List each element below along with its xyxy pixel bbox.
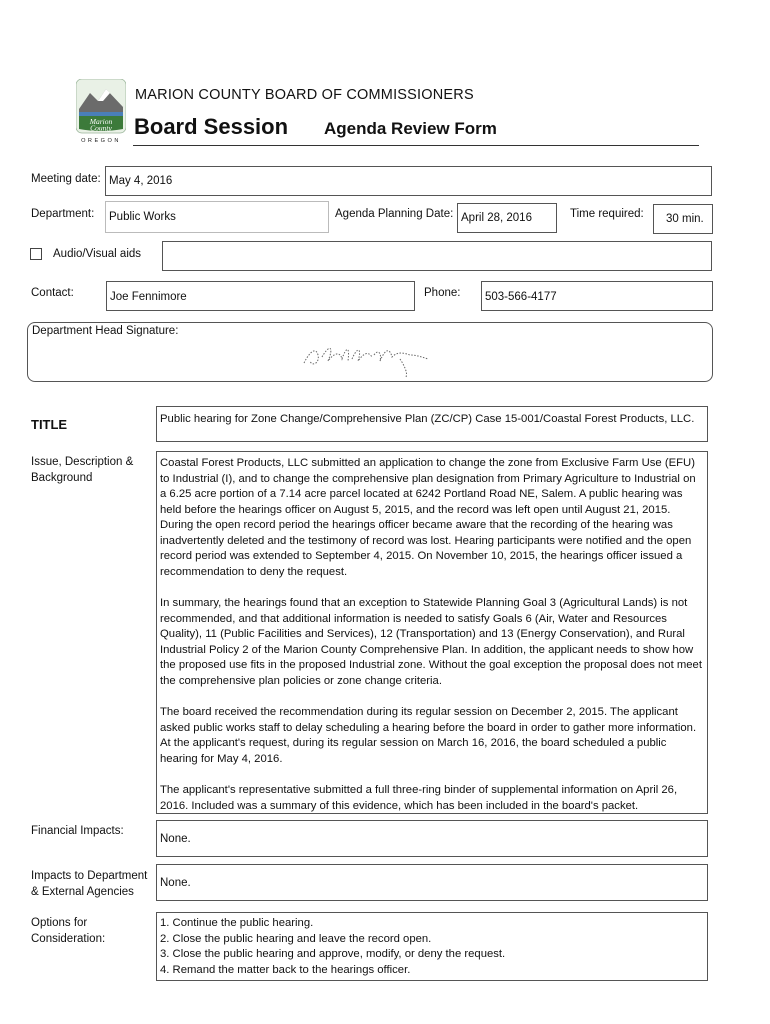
- audio-visual-checkbox[interactable]: [30, 248, 42, 260]
- department-field[interactable]: [105, 201, 329, 233]
- time-required-field[interactable]: [653, 204, 713, 234]
- issue-label: [31, 455, 133, 486]
- marion-county-logo: [76, 79, 126, 145]
- option-item: 2. Close the public hearing and leave the record open.: [160, 932, 432, 945]
- option-item: 3. Close the public hearing and approve, modify, or deny the request.: [160, 948, 506, 960]
- impacts-label-line2: & External Agencies: [31, 885, 134, 898]
- options-list: [160, 916, 505, 978]
- agenda-planning-date-label: Agenda Planning Date:: [335, 208, 454, 220]
- issue-label-line1: Issue, Description &: [31, 456, 134, 468]
- audio-visual-field[interactable]: [162, 241, 712, 271]
- svg-text:County: County: [90, 123, 112, 133]
- header-divider: [133, 145, 699, 146]
- phone-field[interactable]: [481, 281, 713, 311]
- signature-label: Department Head Signature:: [32, 325, 179, 337]
- options-label-line2: Consideration:: [31, 932, 106, 945]
- form-title: Board Session: [134, 114, 289, 139]
- contact-value: Joe Fennimore: [110, 291, 187, 303]
- svg-text:Marion: Marion: [89, 117, 113, 126]
- phone-value: 503-566-4177: [485, 291, 557, 303]
- financial-impacts-value: None.: [160, 833, 191, 845]
- agenda-planning-date-field[interactable]: [457, 203, 557, 233]
- impacts-label-line1: Impacts to Department: [31, 870, 148, 882]
- time-required-value: 30 min.: [666, 213, 704, 225]
- department-label: Department:: [31, 208, 95, 220]
- options-field[interactable]: [156, 912, 708, 981]
- issue-paragraph: The applicant's representative submitted a full three-ring binder of supplemental information on April 26, 2016. Included was a summary of this evidence, which has been included in the board's packet.: [160, 784, 678, 812]
- impacts-label: [31, 869, 147, 900]
- time-required-label: Time required:: [570, 208, 644, 220]
- financial-impacts-label: Financial Impacts:: [31, 825, 124, 837]
- options-label-line1: Options for: [31, 917, 88, 929]
- contact-label: Contact:: [31, 287, 74, 299]
- contact-field[interactable]: [106, 281, 415, 311]
- meeting-date-label: Meeting date:: [31, 173, 101, 185]
- impacts-field[interactable]: [156, 864, 708, 901]
- options-label: [31, 916, 105, 947]
- issue-description-text: [160, 456, 702, 814]
- form-subtitle: Agenda Review Form: [324, 119, 497, 138]
- title-section-label: TITLE: [31, 417, 68, 432]
- audio-visual-label: Audio/Visual aids: [53, 248, 142, 260]
- department-value: Public Works: [109, 211, 176, 223]
- title-field[interactable]: [156, 406, 708, 442]
- option-item: 4. Remand the matter back to the hearings officer.: [160, 963, 411, 976]
- financial-impacts-field[interactable]: [156, 820, 708, 857]
- issue-paragraph: Coastal Forest Products, LLC submitted an application to change the zone from Exclusive Farm Use (EFU) to Industrial (I), and to change the comprehensive plan designation from Primary Agriculture to Industrial on a 6.25 acre portion of a 7.14 acre parcel located at 6242 Portland Road NE, Salem. A public hearing was held before the hearings officer on August 5, 2015, and the record was left open until August 21, 2015. During the open record period the hearings officer became aware that the recording of the hearing was inadvertently deleted and the testimony of record was lost. Hearing participants were notified and the open record period was extended to September 4, 2015. On November 10, 2015, the hearings officer issued a recommendation to deny the request.: [160, 457, 696, 578]
- svg-text:OREGON: OREGON: [81, 138, 121, 144]
- signature-box[interactable]: [27, 322, 713, 382]
- issue-paragraph: In summary, the hearings found that an exception to Statewide Planning Goal 3 (Agricultural Lands) is not recommended, and that additional information is needed to satisfy Goals 6 (Air, Water and Resources Quality), 11 (Public Facilities and Services), 12 (Transportation) and 13 (Energy Conservation), and Rural Industrial Policy 2 of the Marion County Comprehensive Plan. In addition, the applicant needs to show how the proposed use fits in the proposed Industrial zone. Without the goal exception the proposal does not meet the comprehensive plan policies or zone change criteria.: [160, 597, 702, 687]
- meeting-date-value: May 4, 2016: [109, 175, 173, 187]
- impacts-value: None.: [160, 877, 191, 889]
- option-item: 1. Continue the public hearing.: [160, 917, 314, 929]
- phone-label: Phone:: [424, 287, 461, 299]
- meeting-date-field[interactable]: [105, 166, 712, 196]
- issue-paragraph: The board received the recommendation during its regular session on December 2, 2015. The applicant asked public works staff to delay scheduling a hearing before the board in order to gather more information. At the applicant's request, during its regular session on March 16, 2016, the board scheduled a public hearing for May 4, 2016.: [160, 706, 697, 765]
- issue-label-line2: Background: [31, 471, 93, 484]
- title-value: Public hearing for Zone Change/Comprehensive Plan (ZC/CP) Case 15-001/Coastal Forest Products, LLC.: [160, 413, 695, 425]
- issue-description-field[interactable]: [156, 451, 708, 814]
- agenda-planning-date-value: April 28, 2016: [461, 212, 532, 224]
- organization-name: MARION COUNTY BOARD OF COMMISSIONERS: [135, 87, 474, 103]
- signature-image: [300, 333, 440, 379]
